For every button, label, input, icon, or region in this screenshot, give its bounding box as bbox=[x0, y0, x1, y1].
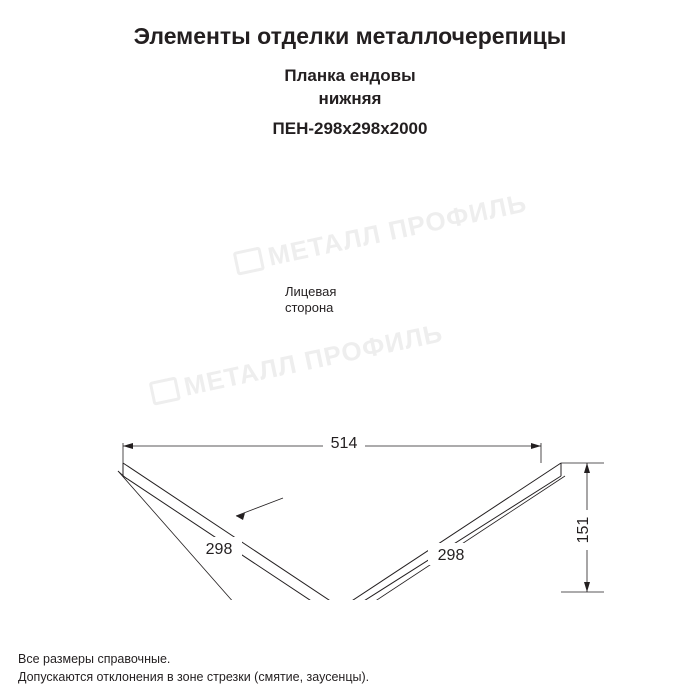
notes-block bbox=[18, 650, 369, 686]
dimension-height-label: 151 bbox=[575, 516, 592, 544]
page-title: Элементы отделки металлочерепицы bbox=[133, 23, 567, 49]
dimension-top-width-label: 514 bbox=[330, 435, 358, 452]
dimension-top-width bbox=[123, 432, 541, 463]
dimension-height bbox=[561, 463, 604, 592]
face-side-label-line2: сторона bbox=[285, 300, 334, 315]
product-subtitle-line2: нижняя bbox=[318, 89, 382, 108]
dimension-left-slope bbox=[118, 471, 250, 600]
product-code: ПЕН-298х298х2000 bbox=[272, 119, 428, 138]
profile-outline bbox=[123, 463, 561, 600]
dimension-right-slope-label: 298 bbox=[437, 547, 465, 564]
title-block bbox=[0, 22, 700, 140]
dimension-left-slope-label: 298 bbox=[205, 541, 233, 558]
note-line-2: Допускаются отклонения в зоне стрезки (смятие, заусенцы). bbox=[18, 670, 370, 684]
technical-drawing bbox=[0, 180, 700, 600]
product-subtitle-line1: Планка ендовы bbox=[284, 66, 416, 85]
watermark-text: МЕТАЛЛ ПРОФИЛЬ bbox=[265, 187, 530, 272]
product-subtitle bbox=[0, 64, 700, 110]
note-line-1: Все размеры справочные. bbox=[18, 652, 171, 666]
watermark-text: МЕТАЛЛ ПРОФИЛЬ bbox=[181, 317, 446, 402]
face-side-annotation bbox=[236, 284, 336, 520]
face-side-label-line1: Лицевая bbox=[285, 284, 337, 299]
